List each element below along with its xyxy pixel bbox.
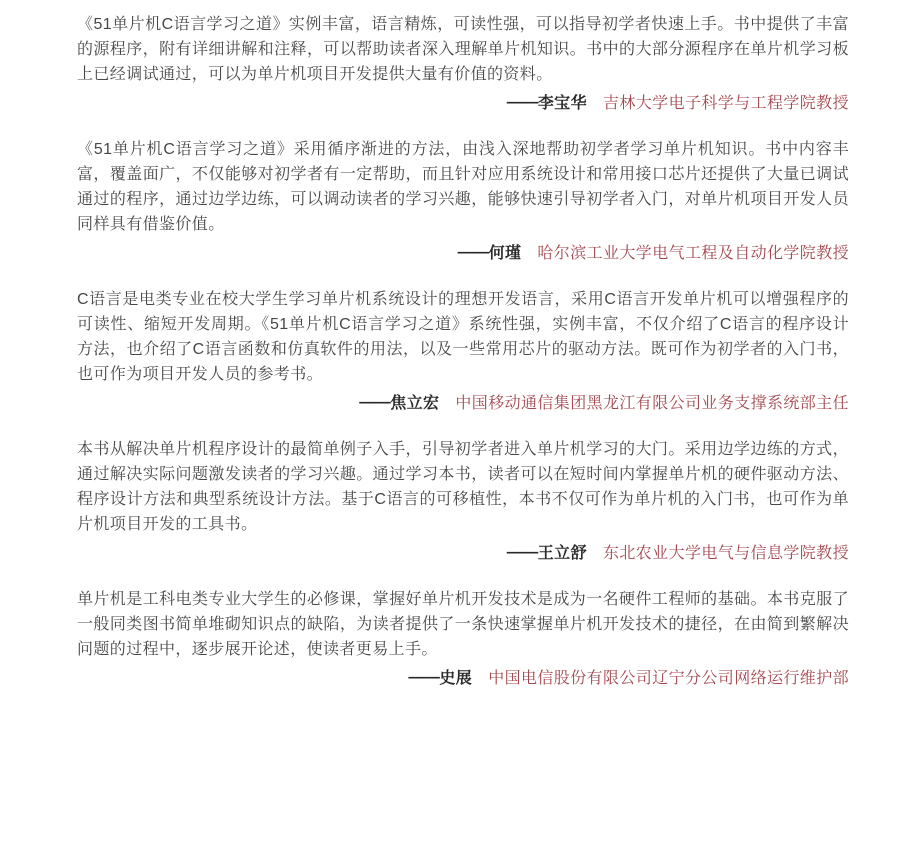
testimonial-attribution xyxy=(77,241,849,266)
em-dash: —— xyxy=(359,394,391,411)
testimonial-quote: 《51单片机C语言学习之道》实例丰富，语言精炼，可读性强，可以指导初学者快速上手。书中提供了丰富的源程序，附有详细讲解和注释，可以帮助读者深入理解单片机知识。书中的大部分源程序在单片机学习板上已经调试通过，可以为单片机项目开发提供大量有价值的资料。 xyxy=(77,16,849,83)
em-dash: —— xyxy=(506,94,538,111)
reviewer-name: 史展 xyxy=(439,670,473,687)
testimonial-block xyxy=(77,12,849,116)
reviewer-name: 何瑾 xyxy=(488,245,522,262)
testimonial-quote: 《51单片机C语言学习之道》采用循序渐进的方法，由浅入深地帮助初学者学习单片机知识。书中内容丰富，覆盖面广，不仅能够对初学者有一定帮助，而且针对应用系统设计和常用接口芯片还提供了大量已调试通过的程序，通过边学边练，可以调动读者的学习兴趣，能够快速引导初学者入门，对单片机项目开发人员同样具有借鉴价值。 xyxy=(77,141,849,233)
testimonial-block xyxy=(77,287,849,416)
reviewer-affiliation: 东北农业大学电气与信息学院教授 xyxy=(602,545,849,562)
testimonial-quote: 本书从解决单片机程序设计的最简单例子入手，引导初学者进入单片机学习的大门。采用边学边练的方式，通过解决实际问题激发读者的学习兴趣。通过学习本书，读者可以在短时间内掌握单片机的硬件驱动方法、程序设计方法和典型系统设计方法。基于C语言的可移植性，本书不仅可作为单片机的入门书，也可作为单片机项目开发的工具书。 xyxy=(77,441,849,533)
testimonial-attribution xyxy=(77,541,849,566)
em-dash: —— xyxy=(506,544,538,561)
reviewer-affiliation: 中国移动通信集团黑龙江有限公司业务支撑系统部主任 xyxy=(455,395,849,412)
testimonial-attribution xyxy=(77,666,849,691)
reviewer-name: 李宝华 xyxy=(537,95,587,112)
testimonial-attribution xyxy=(77,91,849,116)
testimonial-quote: C语言是电类专业在校大学生学习单片机系统设计的理想开发语言，采用C语言开发单片机可以增强程序的可读性、缩短开发周期。《51单片机C语言学习之道》系统性强，实例丰富，不仅介绍了C语言的程序设计方法，也介绍了C语言函数和仿真软件的用法，以及一些常用芯片的驱动方法。既可作为初学者的入门书，也可作为项目开发人员的参考书。 xyxy=(77,291,849,383)
reviewer-affiliation: 中国电信股份有限公司辽宁分公司网络运行维护部 xyxy=(488,670,849,687)
reviewer-name: 王立舒 xyxy=(537,545,587,562)
testimonial-block xyxy=(77,587,849,691)
em-dash: —— xyxy=(408,669,440,686)
reviewer-affiliation: 吉林大学电子科学与工程学院教授 xyxy=(602,95,849,112)
reviewer-name: 焦立宏 xyxy=(390,395,440,412)
em-dash: —— xyxy=(457,244,489,261)
reviewer-affiliation: 哈尔滨工业大学电气工程及自动化学院教授 xyxy=(537,245,849,262)
testimonial-attribution xyxy=(77,391,849,416)
testimonial-quote: 单片机是工科电类专业大学生的必修课，掌握好单片机开发技术是成为一名硬件工程师的基础。本书克服了一般同类图书简单堆砌知识点的缺陷，为读者提供了一条快速掌握单片机开发技术的捷径，在由简到繁解决问题的过程中，逐步展开论述，使读者更易上手。 xyxy=(77,591,849,658)
testimonial-block xyxy=(77,137,849,266)
testimonial-block xyxy=(77,437,849,566)
